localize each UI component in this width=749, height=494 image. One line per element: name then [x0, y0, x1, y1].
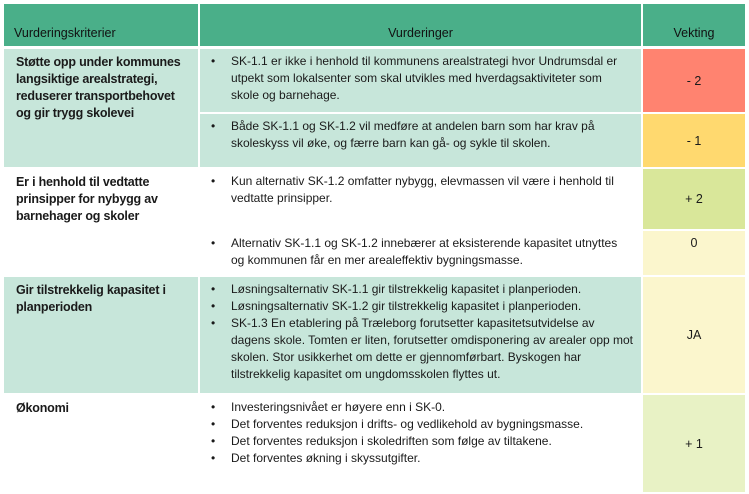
assessment-bullet: • SK-1.3 En etablering på Træleborg forutsetter kapasitetsutvidelse av dagens skole. Tomten er liten, forutsetter omdisponering av arealer opp mot skolen. Stor usikkerhet om dette er gjennomførbart. Byskogen har tilstrekkelig kapasitet om ungdomsskolen flyttes ut.: [200, 315, 633, 383]
header-criteria: [4, 4, 198, 46]
assessment-cell: [200, 277, 641, 393]
criterion-cell: [4, 49, 198, 167]
assessment-cell: [200, 49, 641, 112]
assessment-bullet: • Kun alternativ SK-1.2 omfatter nybygg, elevmassen vil være i henhold til vedtatte prinsipper.: [200, 173, 633, 207]
assessment-bullet: • Alternativ SK-1.1 og SK-1.2 innebærer at eksisterende kapasitet utnyttes og kommunen får en mer arealeffektiv bygningsmasse.: [200, 235, 633, 269]
header-criteria-label: Vurderingskriterier: [14, 26, 116, 40]
weight-score: - 2: [686, 73, 702, 88]
assessment-bullet: • Løsningsalternativ SK-1.1 gir tilstrekkelig kapasitet i planperioden.: [200, 281, 633, 298]
weight-score-cell: [643, 169, 745, 229]
weight-score-cell: [643, 49, 745, 112]
header-weighting: [643, 4, 745, 46]
header-assessments-label: Vurderinger: [388, 26, 453, 40]
assessment-bullet: • Løsningsalternativ SK-1.2 gir tilstrekkelig kapasitet i planperioden.: [200, 298, 633, 315]
criterion-text: Er i henhold til vedtatte prinsipper for nybygg av barnehager og skoler: [16, 175, 158, 223]
assessment-bullet: • Det forventes reduksjon i skoledriften som følge av tiltakene.: [200, 433, 633, 450]
weight-score-cell: [643, 277, 745, 393]
weight-score: + 1: [685, 436, 703, 451]
weight-score-cell: [643, 395, 745, 492]
criterion-cell: [4, 277, 198, 393]
criterion-text: Gir tilstrekkelig kapasitet i planperioden: [16, 283, 166, 314]
assessment-cell: [200, 114, 641, 167]
criterion-text: Økonomi: [16, 401, 69, 415]
weight-score: 0: [690, 236, 698, 250]
assessment-bullet: • Det forventes reduksjon i drifts- og vedlikehold av bygningsmasse.: [200, 416, 633, 433]
weight-score: - 1: [686, 133, 702, 148]
assessment-bullet: • Både SK-1.1 og SK-1.2 vil medføre at andelen barn som har krav på skoleskyss vil øke, og færre barn kan gå- og sykle til skolen.: [200, 118, 633, 152]
weight-score-cell: [643, 231, 745, 275]
weight-score-cell: [643, 114, 745, 167]
criterion-cell: [4, 169, 198, 275]
assessment-bullet: • Investeringsnivået er høyere enn i SK-0.: [200, 399, 633, 416]
assessment-cell: [200, 231, 641, 275]
assessment-bullet: • Det forventes økning i skyssutgifter.: [200, 450, 633, 467]
assessment-cell: [200, 169, 641, 229]
header-assessments: [200, 4, 641, 46]
criterion-text: Støtte opp under kommunes langsiktige arealstrategi, reduserer transportbehovet og gir trygg skolevei: [16, 55, 181, 120]
assessment-bullet: • SK-1.1 er ikke i henhold til kommunens arealstrategi hvor Undrumsdal er utpekt som lokalsenter som skal utvikles med hverdagsaktiviteter som skole og barnehage.: [200, 53, 633, 104]
weight-score: JA: [686, 328, 702, 342]
assessment-cell: [200, 395, 641, 492]
criterion-cell: [4, 395, 198, 492]
weight-score: + 2: [685, 192, 703, 206]
header-weighting-label: Vekting: [673, 26, 715, 40]
